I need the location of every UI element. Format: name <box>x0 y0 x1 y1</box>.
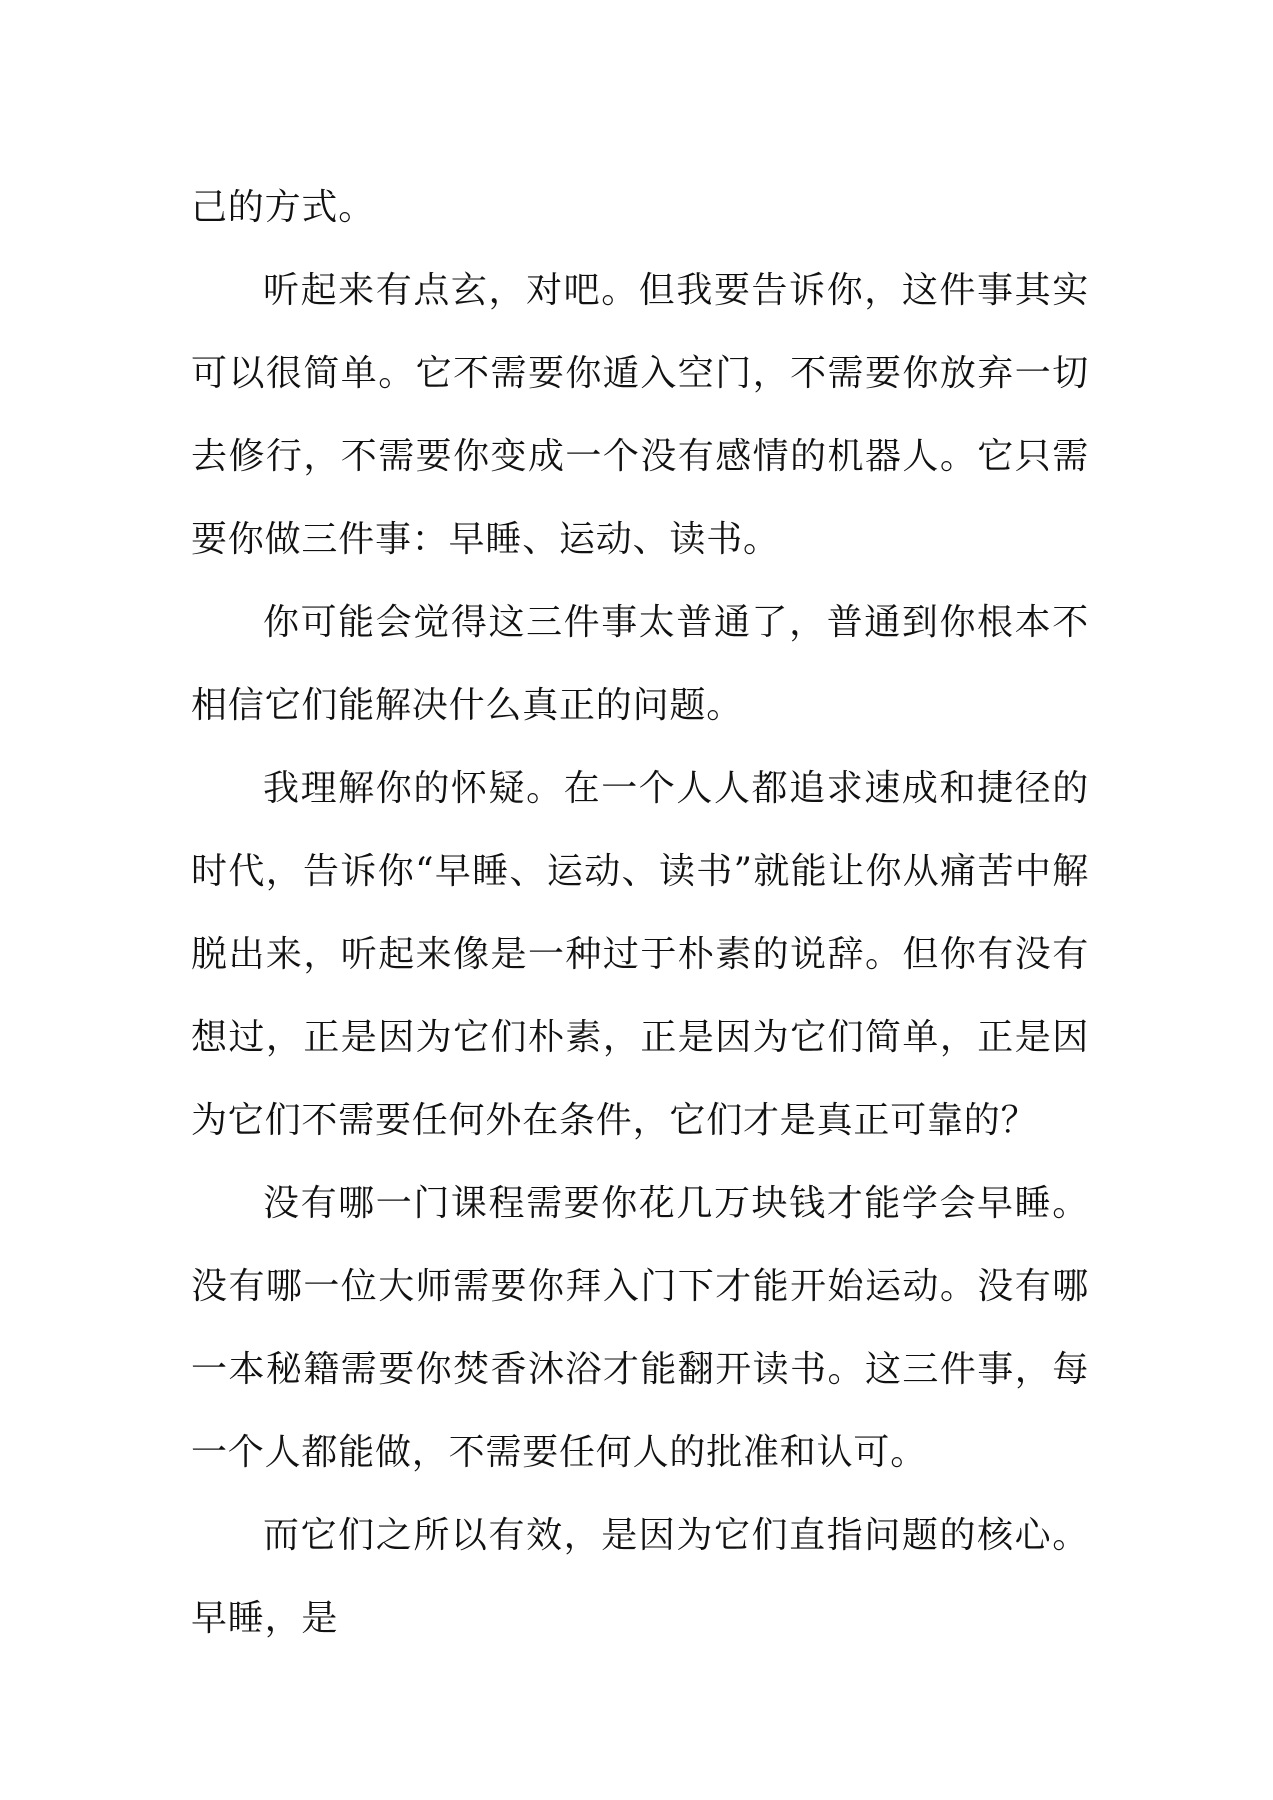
paragraph: 而它们之所以有效，是因为它们直指问题的核心。早睡，是 <box>191 1515 1089 1639</box>
body-text <box>191 166 1089 1660</box>
paragraph: 己的方式。 <box>191 187 376 228</box>
paragraph: 我理解你的怀疑。在一个人人都追求速成和捷径的时代，告诉你“早睡、运动、读书”就能让你从痛苦中解脱出来，听起来像是一种过于朴素的说辞。但你有没有想过，正是因为它们朴素，正是因为它们简单，正是因为它们不需要任何外在条件，它们才是真正可靠的？ <box>191 768 1089 1141</box>
paragraph: 听起来有点玄，对吧。但我要告诉你，这件事其实可以很简单。它不需要你遁入空门，不需要你放弃一切去修行，不需要你变成一个没有感情的机器人。它只需要你做三件事：早睡、运动、读书。 <box>191 270 1089 560</box>
paragraph: 没有哪一门课程需要你花几万块钱才能学会早睡。没有哪一位大师需要你拜入门下才能开始运动。没有哪一本秘籍需要你焚香沐浴才能翻开读书。这三件事，每一个人都能做，不需要任何人的批准和认可。 <box>191 1183 1089 1473</box>
paragraph: 你可能会觉得这三件事太普通了，普通到你根本不相信它们能解决什么真正的问题。 <box>191 602 1089 726</box>
